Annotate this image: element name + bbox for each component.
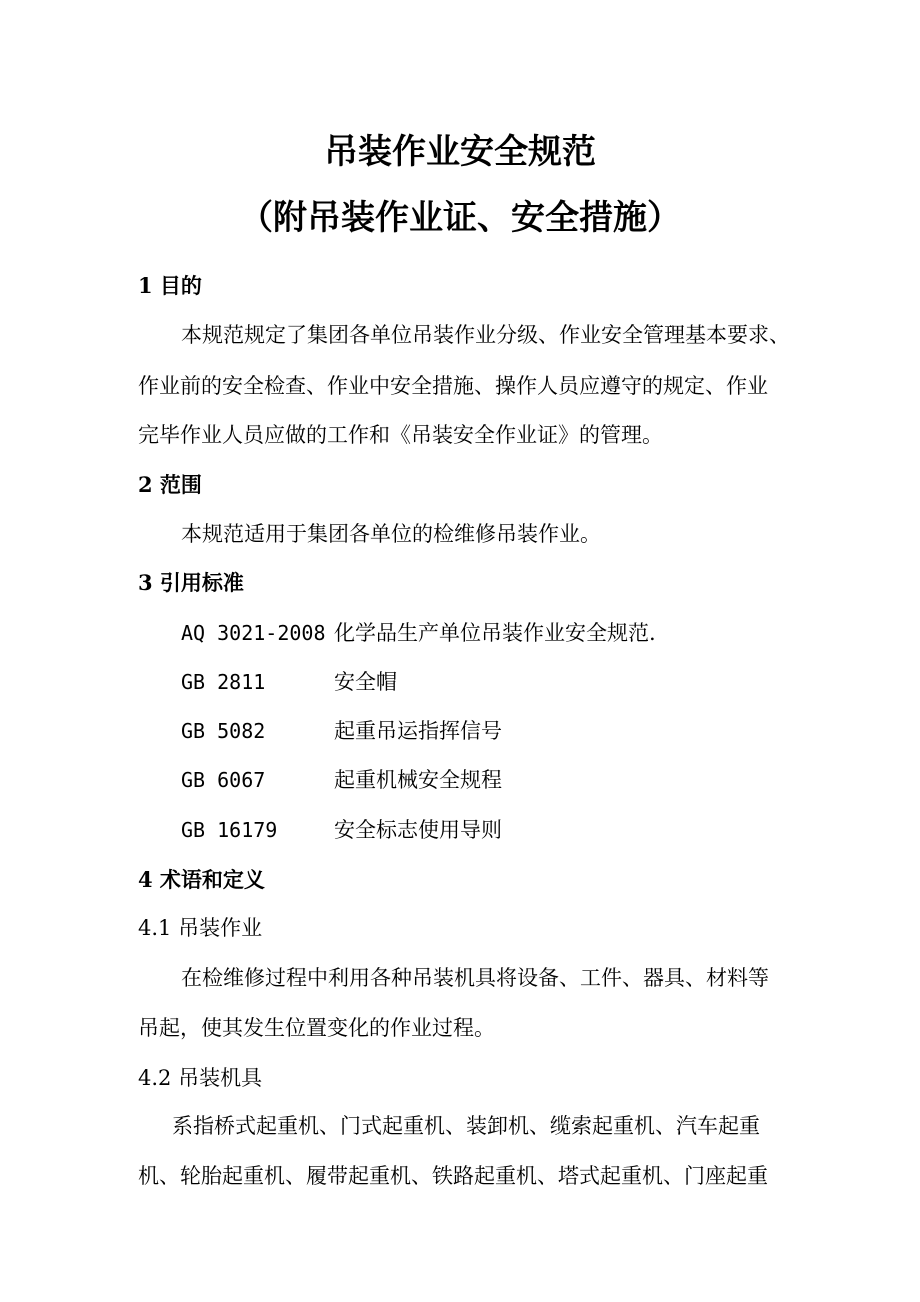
- section-2-paragraph-line: 本规范适用于集团各单位的检维修吊装作业。: [181, 522, 601, 546]
- subsection-4-2-paragraph-line: 机、轮胎起重机、履带起重机、铁路起重机、塔式起重机、门座起重: [138, 1164, 768, 1188]
- standard-name: 安全帽: [334, 670, 397, 694]
- subsection-4-1-paragraph-line: 在检维修过程中利用各种吊装机具将设备、工件、器具、材料等: [181, 966, 769, 990]
- standard-name: 化学品生产单位吊装作业安全规范.: [334, 621, 656, 645]
- subsection-4-1-paragraph-line: 吊起，使其发生位置变化的作业过程。: [138, 1016, 495, 1040]
- standard-code: GB 2811: [181, 670, 266, 694]
- section-4-heading: 4 术语和定义: [138, 867, 265, 892]
- standard-code: GB 5082: [181, 719, 266, 743]
- subsection-4-2-paragraph-line: 系指桥式起重机、门式起重机、装卸机、缆索起重机、汽车起重: [172, 1114, 760, 1138]
- standard-name: 起重吊运指挥信号: [334, 719, 502, 743]
- subsection-4-2-heading: 4.2 吊装机具: [138, 1066, 263, 1090]
- document-subtitle: （附吊装作业证、安全措施）: [239, 198, 681, 238]
- section-2-heading: 2 范围: [138, 472, 202, 497]
- standard-name: 安全标志使用导则: [334, 818, 502, 842]
- standard-code: AQ 3021-2008: [181, 621, 326, 645]
- subsection-4-1-heading: 4.1 吊装作业: [138, 916, 263, 940]
- section-3-heading: 3 引用标准: [138, 570, 244, 595]
- section-1-paragraph-line: 作业前的安全检查、作业中安全措施、操作人员应遵守的规定、作业: [138, 374, 768, 398]
- standard-code: GB 16179: [181, 818, 278, 842]
- section-1-paragraph-line: 完毕作业人员应做的工作和《吊装安全作业证》的管理。: [138, 423, 663, 447]
- document-title: 吊装作业安全规范: [324, 132, 596, 172]
- section-1-heading: 1 目的: [138, 273, 202, 298]
- standard-name: 起重机械安全规程: [334, 768, 502, 792]
- section-1-paragraph-line: 本规范规定了集团各单位吊装作业分级、作业安全管理基本要求、: [181, 323, 790, 347]
- standard-code: GB 6067: [181, 768, 266, 792]
